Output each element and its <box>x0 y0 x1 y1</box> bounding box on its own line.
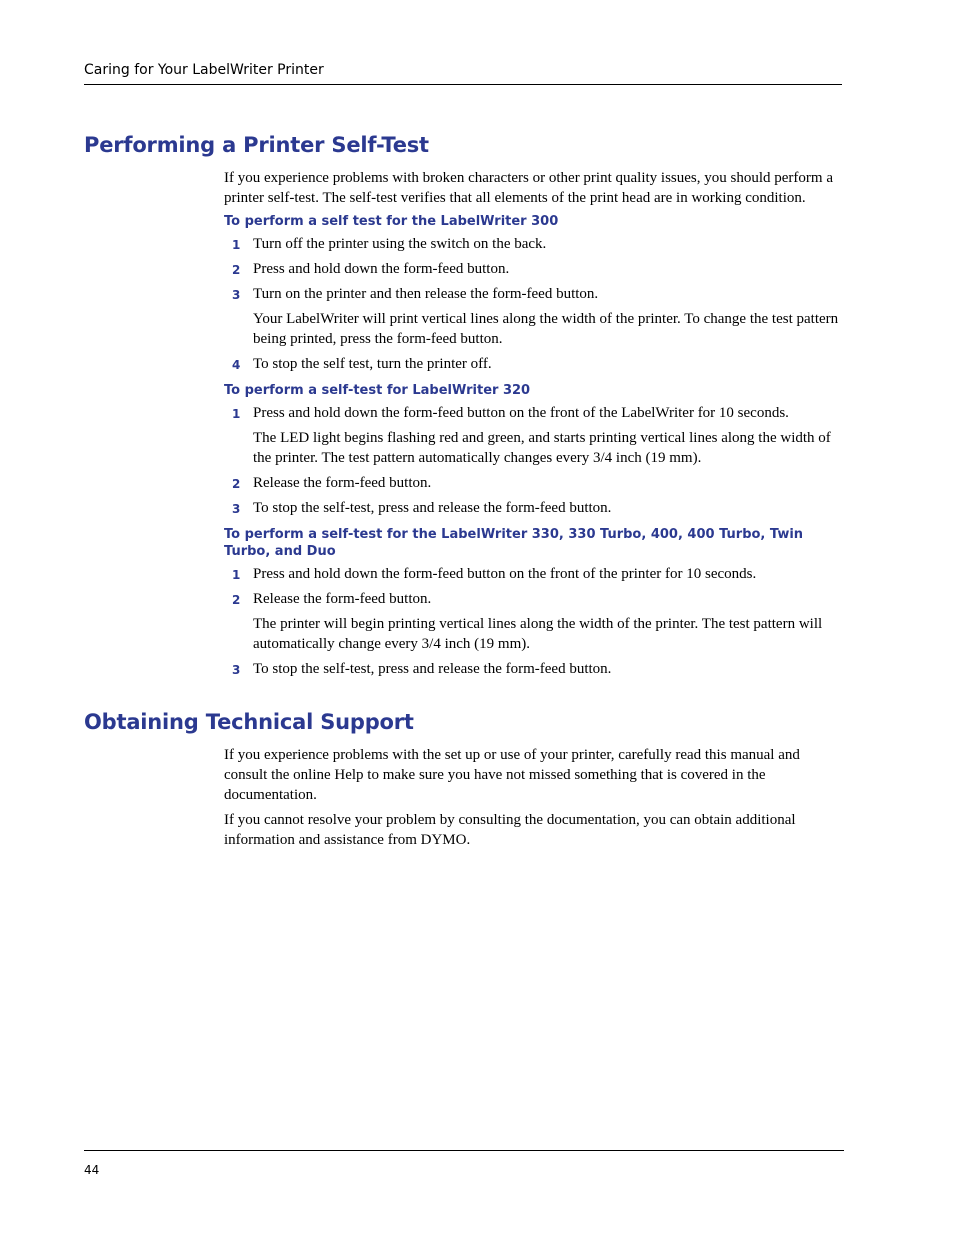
step-note <box>224 309 842 349</box>
step-text: Press and hold down the form-feed button on the front of the printer for 10 seconds. <box>253 566 757 582</box>
step-note-text: The printer will begin printing vertical lines along the width of the printer. The test pattern will automatically change every 3/4 inch (19 mm). <box>253 616 823 652</box>
step-text: Press and hold down the form-feed button on the front of the LabelWriter for 10 seconds. <box>253 405 789 421</box>
step-text: Turn off the printer using the switch on the back. <box>253 236 547 252</box>
step-text: To stop the self test, turn the printer off. <box>253 356 492 372</box>
step-number: 3 <box>232 502 241 516</box>
step-text: To stop the self-test, press and release the form-feed button. <box>253 661 612 677</box>
procedure-title-330: To perform a self-test for the LabelWriter 330, 330 Turbo, 400, 400 Turbo, Twin Turbo, and Duo <box>224 527 804 559</box>
footer-rule <box>84 1150 844 1151</box>
step-item <box>224 589 842 609</box>
section-heading-self-test: Performing a Printer Self-Test <box>84 133 429 157</box>
step-text: Press and hold down the form-feed button. <box>253 261 510 277</box>
support-section <box>224 745 842 855</box>
step-item <box>224 498 842 518</box>
step-number: 4 <box>232 358 241 372</box>
step-text: Turn on the printer and then release the form-feed button. <box>253 286 599 302</box>
step-number: 3 <box>232 663 241 677</box>
step-number: 1 <box>232 568 241 582</box>
procedure-title-300: To perform a self test for the LabelWriter 300 <box>224 214 559 229</box>
page-number: 44 <box>84 1163 100 1177</box>
step-note-text: The LED light begins flashing red and green, and starts printing vertical lines along the width of the printer. The test pattern automatically changes every 3/4 inch (19 mm). <box>253 430 831 466</box>
step-text: Release the form-feed button. <box>253 591 432 607</box>
step-note <box>224 428 842 468</box>
self-test-intro: If you experience problems with broken characters or other print quality issues, you should perform a printer self-test. The self-test verifies that all elements of the print head are in working condition. <box>224 170 833 206</box>
step-number: 2 <box>232 593 241 607</box>
step-number: 1 <box>232 238 241 252</box>
section-heading-support: Obtaining Technical Support <box>84 710 414 734</box>
step-note <box>224 614 842 654</box>
self-test-section <box>224 168 842 684</box>
running-header: Caring for Your LabelWriter Printer <box>84 62 324 78</box>
support-paragraph: If you cannot resolve your problem by consulting the documentation, you can obtain additional information and assistance from DYMO. <box>224 812 796 848</box>
step-item <box>224 659 842 679</box>
step-number: 2 <box>232 477 241 491</box>
step-text: Release the form-feed button. <box>253 475 432 491</box>
step-item <box>224 473 842 493</box>
header-rule <box>84 84 842 85</box>
step-item <box>224 234 842 254</box>
step-number: 2 <box>232 263 241 277</box>
support-paragraph: If you experience problems with the set up or use of your printer, carefully read this manual and consult the online Help to make sure you have not missed something that is covered in the documentation. <box>224 747 800 803</box>
step-item <box>224 403 842 423</box>
step-item <box>224 259 842 279</box>
step-item <box>224 564 842 584</box>
step-item <box>224 284 842 304</box>
step-item <box>224 354 842 374</box>
step-note-text: Your LabelWriter will print vertical lines along the width of the printer. To change the test pattern being printed, press the form-feed button. <box>253 311 839 347</box>
step-text: To stop the self-test, press and release the form-feed button. <box>253 500 612 516</box>
procedure-title-320: To perform a self-test for LabelWriter 320 <box>224 383 531 398</box>
step-number: 1 <box>232 407 241 421</box>
step-number: 3 <box>232 288 241 302</box>
